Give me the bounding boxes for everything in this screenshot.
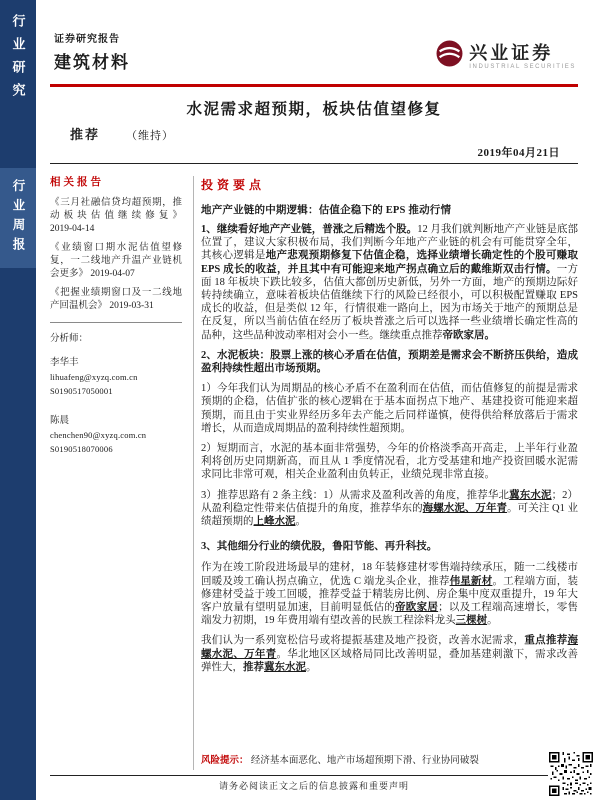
analyst-card (50, 356, 182, 398)
rating-label: 推荐 (70, 127, 101, 142)
left-column (50, 176, 182, 472)
brand-logo (436, 40, 576, 72)
related-report-item (50, 197, 182, 236)
industry-title: 建筑材料 (54, 53, 130, 72)
investment-point-paragraph: 我们认为一系列宽松信号或将提振基建及地产投资，改善水泥需求，重点推荐海螺水泥、万年青。华北地区区域格局同比改善明显，叠加基建刺激下，需求改善弹性大，推荐冀东水泥。 (201, 635, 579, 673)
analyst-license-code: S0190518070006 (50, 444, 113, 454)
investment-point-paragraph: 3）推荐思路有 2 条主线：1）从需求及盈利改善的角度，推荐华北冀东水泥；2）从盈利稳定性带来估值提升的角度，推荐华东的海螺水泥、万年青。可关注 Q1 业绩超预期的上峰水泥。 (201, 489, 579, 528)
investment-point-paragraph: 1）今年我们认为周期品的核心矛盾不在盈利而在估值，而估值修复的前提是需求预期的企稳，估值扩张的核心逻辑在于基本面拐点下地产、基建投资可能迎来超预期，而且由于实业界经历多年去产能之后同样谨慎，使得供给释放落后于需求增长，从而造成周期品的盈利持续性超预期。 (201, 383, 578, 434)
analyst-email: chenchen90@xyzq.com.cn (50, 430, 147, 440)
header-red-rule (50, 84, 578, 87)
title-divider-rule (50, 163, 578, 164)
related-report-title: 《三月社融信贷均超预期，推动板块估值继续修复》 (50, 198, 182, 221)
related-report-date: 2019-04-07 (90, 269, 135, 279)
related-report-title: 《把握业绩期窗口及一二线地产回温机会》 (50, 288, 182, 311)
sidebar-industry-research-label: 行业研究 (10, 14, 26, 106)
rating-row (70, 124, 174, 143)
investment-point-paragraph: 3、其他细分行业的绩优股，鲁阳节能、再升科技。 (201, 541, 438, 553)
main-content (201, 176, 578, 770)
analyst-license-code: S0190517050001 (50, 386, 113, 396)
analyst-email: lihuafeng@xyzq.com.cn (50, 372, 138, 382)
qr-code (548, 751, 594, 797)
risk-warning (201, 755, 578, 768)
investment-point-paragraph: 作为在竣工阶段进场最早的建材，18 年装修建材零售端持续承压，随一二线楼市回暖及竣工确认拐点确立，优选 C 端龙头企业，推荐伟星新材。工程端方面，装修建材受益于竣工回暖，推荐受益于精装房比例、房企集中度双重提升，19 年大客户放量有望明显加速，目前明显低估的帝欧家居；以及工程端高速增长，零售端发力初期，19 年费用端有望改善的民族工程涂料龙头三棵树。 (201, 562, 579, 627)
document-title: 水泥需求超预期，板块估值望修复 (186, 101, 442, 118)
footer-rule (50, 775, 578, 776)
risk-warning-text: 经济基本面恶化、地产市场超预期下滑、行业协同破裂 (250, 756, 479, 766)
brand-logo-icon (436, 40, 463, 72)
risk-warning-label: 风险提示： (201, 756, 249, 766)
analyst-card (50, 414, 182, 456)
related-report-item (50, 242, 182, 281)
analyst-name: 李华丰 (50, 358, 79, 368)
investment-point-paragraph: 1、继续看好地产产业链，普涨之后精选个股。12 月我们就判断地产产业链是底部位置了，建议大家积极布局，我们判断今年地产产业链的机会有可能贯穿全年，其核心逻辑是地产悲观预期修复下估值企稳，选择业绩增长确定性的个股可赚取 EPS 成长的收益，并且其中有可能迎来地产拐点确立后的戴维斯双击行情。一方面 18 年板块下跌比较多，估值大都创历史新低，另外一方面，地产的预期边际好转持续确立，意味着板块估值继续下行的风险已经很小，可以积极配置赚取 EPS 成长的收益，但是类似 12 年，行情很难一路向上，因为市场关于地产的预期总是在反复，所以当前估值在经历了板块普涨之后可以选择一些业绩增长确定性高的品种，这些品种波动率相对会小一些。继续重点推荐帝欧家居。 (201, 224, 579, 341)
investment-point-paragraph: 2、水泥板块：股票上涨的核心矛盾在估值，预期差是需求会不断挤压供给，造成盈利持续性超出市场预期。 (201, 349, 578, 375)
rating-status: （维持） (126, 130, 175, 142)
related-report-date: 2019-03-31 (109, 301, 154, 311)
column-divider-rule (193, 176, 194, 770)
brand-subtitle: INDUSTRIAL SECURITIES (469, 63, 576, 70)
thesis-heading: 地产产业链的中期逻辑：估值企稳下的 EPS 推动行情 (201, 205, 452, 216)
related-report-title: 《业绩窗口期水泥估值望修复，一二线地产升温产业链机会更多》 (50, 243, 182, 279)
report-date: 2019年04月21日 (477, 147, 560, 159)
related-report-item (50, 287, 182, 313)
investment-points-title: 投资要点 (201, 178, 266, 192)
footer-disclaimer: 请务必阅读正文之后的信息披露和重要声明 (218, 781, 409, 791)
sidebar (0, 0, 36, 800)
analyst-name: 陈晨 (50, 416, 70, 426)
sidebar-weekly-box (0, 168, 36, 268)
analyst-section-label: 分析师： (50, 334, 89, 344)
related-report-date: 2019-04-14 (50, 224, 95, 234)
sidebar-industry-weekly-label: 行业周报 (11, 179, 25, 257)
investment-point-paragraph: 2）短期而言，水泥的基本面非常强势，今年的价格淡季高开高走，上半年行业盈利将创历史同期新高，而且从 1 季度情况看，北方受基建和地产投资回暖水泥需求同比非常可观，相关企业盈利由负转正，业绩兑现非常直接。 (201, 443, 578, 481)
report-type-label: 证券研究报告 (54, 34, 120, 45)
related-reports-title: 相关报告 (50, 177, 104, 188)
left-column-divider (50, 322, 182, 323)
brand-name: 兴业证券 (469, 42, 554, 63)
